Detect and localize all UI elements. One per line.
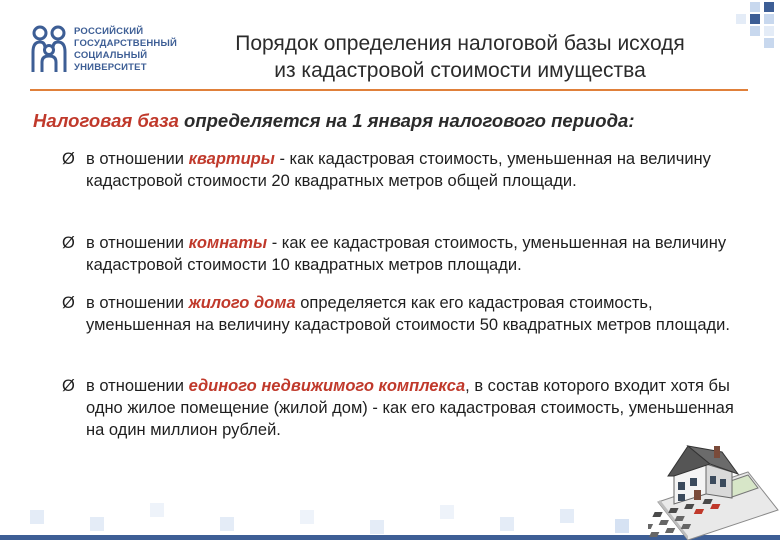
list-item-text [86,292,752,336]
list-item-text [86,232,752,276]
people-family-logo-icon [30,24,70,74]
logo-line: ГОСУДАРСТВЕННЫЙ [74,38,178,49]
item-keyword: квартиры [188,150,275,168]
list-item-apartment [62,148,752,192]
item-rest: , в состав которого входит хотя бы одно жилое помещение (жилой дом) - как его кадастровая стоимость, уменьшенная на один миллион рублей. [86,377,734,439]
arrow-bullet-icon: Ø [62,377,75,395]
item-rest: - как кадастровая стоимость, уменьшенная на величину кадастровой стоимости 20 квадратных метров общей площади. [86,150,711,190]
university-logo [30,22,190,78]
logo-line: УНИВЕРСИТЕТ [74,62,147,73]
list-item-text [86,148,752,192]
logo-line: РОССИЙСКИЙ [74,26,144,37]
page-title [186,30,734,84]
lead-rest: определяется на 1 января налогового периода: [178,110,635,131]
arrow-bullet-icon: Ø [62,150,75,168]
list-item-room [62,232,752,276]
arrow-bullet-icon: Ø [62,234,75,252]
item-keyword: жилого дома [188,294,296,312]
item-keyword: единого недвижимого комплекса [188,377,466,395]
lead-accent: Налоговая база [33,110,179,131]
lead-statement [33,110,634,132]
item-rest: - как ее кадастровая стоимость, уменьшенная на величину кадастровой стоимости 10 квадратных метров площади. [86,234,727,274]
list-item-house [62,292,752,336]
item-prefix: в отношении [86,234,189,252]
title-line-1: Порядок определения налоговой базы исходя [235,32,685,55]
logo-text [74,26,177,74]
item-prefix: в отношении [86,294,189,312]
title-line-2: из кадастровой стоимости имущества [274,59,646,82]
house-on-calculator-icon [648,432,780,540]
item-prefix: в отношении [86,377,189,395]
logo-line: СОЦИАЛЬНЫЙ [74,50,148,61]
item-keyword: комнаты [188,234,268,252]
title-divider [30,89,748,91]
item-rest: определяется как его кадастровая стоимость, уменьшенная на величину кадастровой стоимости 50 квадратных метров площади. [86,294,730,334]
arrow-bullet-icon: Ø [62,294,75,312]
item-prefix: в отношении [86,150,189,168]
